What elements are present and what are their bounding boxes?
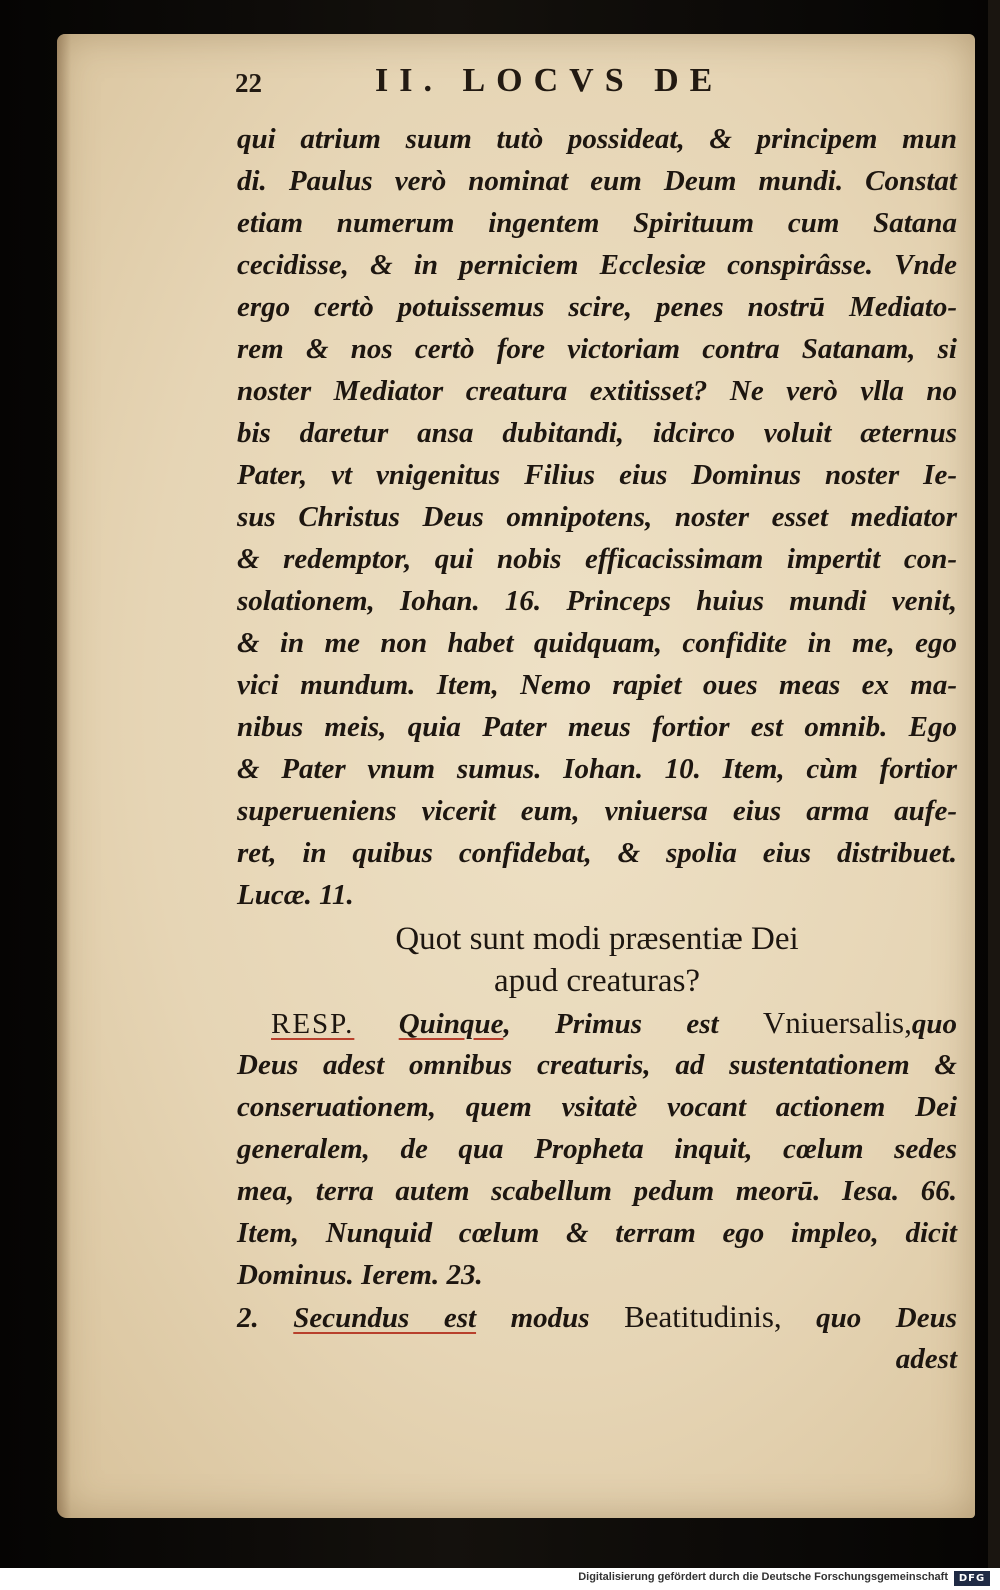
- page-number: 22: [235, 68, 262, 98]
- answer-line: generalem, de qua Propheta inquit, cœlum sedes: [237, 1133, 957, 1165]
- body-line: rem & nos certò fore victoriam contra Satanam, si: [237, 333, 957, 365]
- body-line: & redemptor, qui nobis efficacissimam impertit con-: [237, 543, 957, 575]
- body-line: ergo certò potuissemus scire, penes nostrū Mediato-: [237, 291, 957, 323]
- body-line: di. Paulus verò nominat eum Deum mundi. Constat: [237, 165, 957, 197]
- body-line: vici mundum. Item, Nemo rapiet oues meas ex ma-: [237, 669, 957, 701]
- page-header: [235, 62, 795, 106]
- answer-primus: , Primus est: [503, 1008, 719, 1040]
- body-line: sus Christus Deus omnipotens, noster esset mediator: [237, 501, 957, 533]
- resp-label: RESP.: [271, 1008, 355, 1040]
- scan-right-edge: [988, 0, 1000, 1568]
- question-heading-line-2: apud creaturas?: [493, 963, 701, 999]
- answer-first-line: [237, 1002, 957, 1044]
- answer-line: mea, terra autem scabellum pedum meorū. Iesa. 66.: [237, 1175, 957, 1207]
- body-line: solationem, Iohan. 16. Princeps huius mundi venit,: [237, 585, 957, 617]
- second-mode-underlined: Secundus est: [293, 1302, 477, 1334]
- running-head: II. LOCVS DE: [375, 62, 724, 99]
- answer-quo: quo: [911, 1008, 958, 1040]
- answer-line: Deus adest omnibus creaturis, ad sustentationem &: [237, 1049, 957, 1081]
- second-mode-modus: modus: [510, 1302, 590, 1334]
- digitization-footer: [0, 1568, 1000, 1590]
- answer-line: conseruationem, quem vsitatè vocant actionem Dei: [237, 1091, 957, 1123]
- second-mode-beatitudinis: Beatitudinis,: [624, 1299, 782, 1334]
- body-line: nibus meis, quia Pater meus fortior est omnib. Ego: [237, 711, 957, 743]
- second-mode-number: 2.: [237, 1302, 259, 1334]
- page-binding-shadow: [57, 34, 71, 1518]
- book-page: [57, 34, 975, 1518]
- body-line: Lucæ. 11.: [237, 879, 354, 911]
- answer-line: Dominus. Ierem. 23.: [237, 1259, 483, 1291]
- body-line: cecidisse, & in perniciem Ecclesiæ conspirâsse. Vnde: [237, 249, 957, 281]
- catchword: adest: [895, 1343, 957, 1375]
- body-line: Pater, vt vnigenitus Filius eius Dominus noster Ie-: [237, 459, 957, 491]
- body-line: noster Mediator creatura extitisset? Ne verò vlla no: [237, 375, 957, 407]
- body-line: bis daretur ansa dubitandi, idcirco voluit æternus: [237, 417, 957, 449]
- body-line: qui atrium suum tutò possideat, & principem mun: [237, 123, 957, 155]
- answer-line: Item, Nunquid cœlum & terram ego impleo, dicit: [237, 1217, 957, 1249]
- dfg-logo-icon: DFG: [954, 1571, 990, 1586]
- second-mode-line: [237, 1296, 957, 1338]
- answer-quinque: Quinque: [398, 1008, 504, 1040]
- question-heading-line-1: Quot sunt modi præsentiæ Dei: [395, 921, 799, 957]
- body-line: & Pater vnum sumus. Iohan. 10. Item, cùm fortior: [237, 753, 957, 785]
- body-line: etiam numerum ingentem Spirituum cum Satana: [237, 207, 957, 239]
- body-line: superueniens vicerit eum, vniuersa eius arma aufe-: [237, 795, 957, 827]
- main-text: [237, 118, 957, 1380]
- answer-vniuersalis: Vniuersalis,: [762, 1005, 912, 1040]
- second-mode-quo-deus: quo Deus: [816, 1302, 958, 1334]
- body-line: ret, in quibus confidebat, & spolia eius distribuet.: [237, 837, 957, 869]
- footer-credit: Digitalisierung gefördert durch die Deutsche Forschungsgemeinschaft: [578, 1571, 948, 1583]
- body-line: & in me non habet quidquam, confidite in me, ego: [237, 627, 957, 659]
